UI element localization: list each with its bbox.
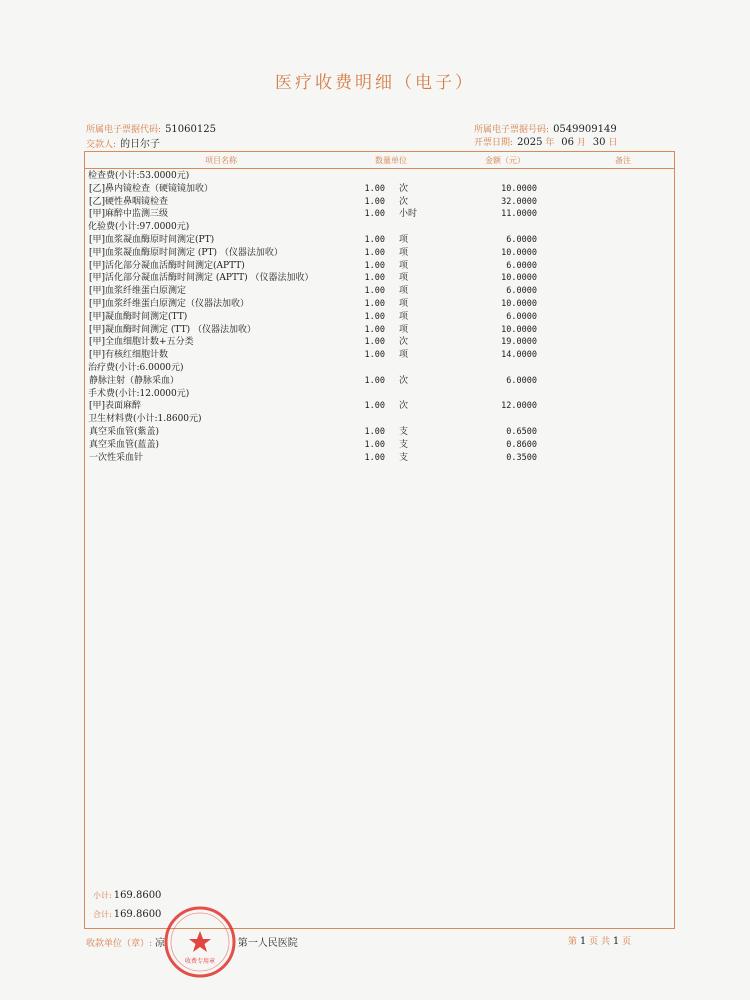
table-row <box>85 400 674 413</box>
document-title: 医疗收费明细（电子） <box>275 73 475 93</box>
table-row <box>85 324 674 337</box>
item-name: [甲]血浆纤维蛋白原测定（仪器法加收） <box>89 298 250 309</box>
payer-value: 的日尔子 <box>120 139 161 150</box>
date-day: 30 <box>592 137 606 148</box>
item-qty: 1.00 <box>364 273 385 284</box>
item-amount: 10.0000 <box>501 298 537 309</box>
item-name: [乙]硬性鼻咽镜检查 <box>89 196 169 207</box>
item-amount: 10.0000 <box>501 324 537 335</box>
item-qty: 1.00 <box>364 286 385 297</box>
item-unit: 次 <box>399 401 409 412</box>
date-month: 06 <box>561 137 575 148</box>
table-row <box>85 311 674 324</box>
item-qty: 1.00 <box>364 401 385 412</box>
page-label-3: 页 <box>622 937 632 947</box>
item-amount: 12.0000 <box>501 401 537 412</box>
table-row <box>85 208 674 221</box>
item-amount: 6.0000 <box>506 260 537 271</box>
item-name: 静脉注射（静脉采血） <box>89 375 180 386</box>
invoice-no-label: 所属电子票据号码 <box>474 125 547 135</box>
item-name: 检查费(小计:53.0000元) <box>88 171 190 181</box>
star-icon <box>189 931 211 952</box>
item-unit: 次 <box>399 196 409 207</box>
item-amount: 10.0000 <box>501 247 537 258</box>
item-amount: 11.0000 <box>501 209 537 220</box>
invoice-code-label: 所属电子票据代码 <box>86 125 159 135</box>
table-row <box>85 272 674 285</box>
item-name: [甲]麻醉中监测三级 <box>89 209 169 220</box>
grand-total: 合计: 169.8600 <box>93 909 162 920</box>
item-name: [甲]活化部分凝血活酶时间测定 (APTT) （仪器法加收） <box>89 273 314 284</box>
item-name: [甲]血浆纤维蛋白原测定 <box>89 286 187 297</box>
item-name: [甲]全血细胞计数+五分类 <box>89 337 194 348</box>
item-unit: 项 <box>399 273 409 284</box>
item-unit: 次 <box>399 183 409 194</box>
page-indicator <box>568 934 631 947</box>
table-row <box>85 196 674 209</box>
item-qty: 1.00 <box>364 183 385 194</box>
item-qty: 1.00 <box>364 375 385 386</box>
item-amount: 10.0000 <box>501 183 537 194</box>
item-name: [甲]活化部分凝血活酶时间测定(APTT) <box>89 260 245 271</box>
item-amount: 6.0000 <box>506 311 537 322</box>
table-row <box>85 452 674 465</box>
item-name: [甲]有核红细胞计数 <box>89 350 169 361</box>
payer: 交款人: 的日尔子 <box>86 139 161 150</box>
item-unit: 项 <box>399 311 409 322</box>
item-amount: 0.8600 <box>506 439 537 450</box>
item-qty: 1.00 <box>364 439 385 450</box>
col-item-name: 项目名称 <box>205 156 237 165</box>
item-amount: 0.6500 <box>506 426 537 437</box>
col-qty-unit: 数量单位 <box>375 156 407 165</box>
col-remark: 备注 <box>615 156 631 165</box>
payee: 收款单位（章）: 凉 第一人民医院 <box>86 938 298 949</box>
table-row <box>85 349 674 362</box>
table-row <box>85 336 674 349</box>
item-name: 卫生材料费(小计:1.8600元) <box>88 414 202 425</box>
table-row <box>85 247 674 260</box>
invoice-no-value: 0549909149 <box>553 124 617 135</box>
item-amount: 6.0000 <box>506 234 537 245</box>
table-row <box>85 375 674 388</box>
charge-table <box>84 151 675 929</box>
item-qty: 1.00 <box>364 247 385 258</box>
item-unit: 支 <box>399 439 409 450</box>
item-qty: 1.00 <box>364 324 385 335</box>
subtotal: 小计: 169.8600 <box>93 890 162 901</box>
item-unit: 项 <box>399 234 409 245</box>
table-row <box>85 439 674 452</box>
page-label-1: 第 <box>568 937 578 947</box>
payee-label: 收款单位（章） <box>86 939 150 949</box>
table-body <box>85 170 674 464</box>
item-name: [乙]鼻内镜检查（硬镜镜加收） <box>89 183 214 194</box>
item-qty: 1.00 <box>364 234 385 245</box>
category-row <box>85 170 674 183</box>
table-header <box>85 152 674 169</box>
item-amount: 6.0000 <box>506 375 537 386</box>
item-qty: 1.00 <box>364 196 385 207</box>
item-name: 化验费(小计:97.0000元) <box>88 222 190 233</box>
item-amount: 0.3500 <box>506 452 537 463</box>
item-unit: 次 <box>399 337 409 348</box>
item-name: [甲]凝血酶时间测定 (TT) （仪器法加收） <box>89 324 256 335</box>
item-unit: 项 <box>399 298 409 309</box>
page-current: 1 <box>579 936 587 947</box>
payee-fragment-2: 第一人民医院 <box>237 938 298 949</box>
item-name: 治疗费(小计:6.0000元) <box>88 362 184 373</box>
stamp-label: 收费专用章 <box>184 958 216 965</box>
item-name: 真空采血管(蓝盖) <box>89 439 160 450</box>
table-row <box>85 285 674 298</box>
payee-fragment-1: 凉 <box>154 938 165 949</box>
item-amount: 32.0000 <box>501 196 537 207</box>
item-qty: 1.00 <box>364 209 385 220</box>
issue-date: 开票日期: 2025 年 06 月 30 日 <box>474 137 618 148</box>
item-unit: 支 <box>399 452 409 463</box>
month-char: 月 <box>576 138 586 148</box>
invoice-code-value: 51060125 <box>165 124 216 135</box>
table-row <box>85 426 674 439</box>
item-qty: 1.00 <box>364 311 385 322</box>
item-name: [甲]血浆凝血酶原时间测定(PT) <box>89 234 215 245</box>
col-amount: 金额（元） <box>485 156 525 165</box>
invoice-code: 所属电子票据代码: 51060125 <box>86 124 216 135</box>
total-value: 169.8600 <box>113 909 162 920</box>
category-row <box>85 221 674 234</box>
invoice-number: 所属电子票据号码: 0549909149 <box>474 124 617 135</box>
year-char: 年 <box>545 138 555 148</box>
date-label: 开票日期 <box>474 138 511 148</box>
item-name: [甲]表面麻醉 <box>89 401 142 412</box>
date-year: 2025 <box>517 137 543 148</box>
item-unit: 项 <box>399 324 409 335</box>
page-label-2: 页 共 <box>589 937 611 947</box>
item-qty: 1.00 <box>364 298 385 309</box>
item-qty: 1.00 <box>364 452 385 463</box>
subtotal-value: 169.8600 <box>113 890 162 901</box>
item-unit: 项 <box>399 247 409 258</box>
item-unit: 小时 <box>399 209 418 220</box>
item-name: [甲]凝血酶时间测定(TT) <box>89 311 188 322</box>
item-name: 真空采血管(紫盖) <box>89 426 160 437</box>
item-unit: 项 <box>399 350 409 361</box>
item-name: [甲]血浆凝血酶原时间测定 (PT) （仪器法加收） <box>89 247 283 258</box>
item-qty: 1.00 <box>364 260 385 271</box>
day-char: 日 <box>608 138 618 148</box>
category-row <box>85 362 674 375</box>
item-unit: 次 <box>399 375 409 386</box>
table-row <box>85 298 674 311</box>
item-amount: 10.0000 <box>501 273 537 284</box>
table-row <box>85 234 674 247</box>
table-row <box>85 183 674 196</box>
item-amount: 19.0000 <box>501 337 537 348</box>
item-name: 手术费(小计:12.0000元) <box>88 388 190 399</box>
category-row <box>85 388 674 401</box>
subtotal-label: 小计 <box>93 891 109 900</box>
item-qty: 1.00 <box>364 350 385 361</box>
table-row <box>85 260 674 273</box>
hospital-seal-stamp <box>163 905 237 979</box>
item-amount: 14.0000 <box>501 350 537 361</box>
item-unit: 项 <box>399 260 409 271</box>
payer-label: 交款人 <box>86 140 114 150</box>
item-name: 一次性采血针 <box>89 452 144 463</box>
category-row <box>85 413 674 426</box>
page-total: 1 <box>612 936 620 947</box>
item-unit: 项 <box>399 286 409 297</box>
item-unit: 支 <box>399 426 409 437</box>
total-label: 合计 <box>93 910 109 919</box>
item-qty: 1.00 <box>364 337 385 348</box>
item-amount: 6.0000 <box>506 286 537 297</box>
item-qty: 1.00 <box>364 426 385 437</box>
